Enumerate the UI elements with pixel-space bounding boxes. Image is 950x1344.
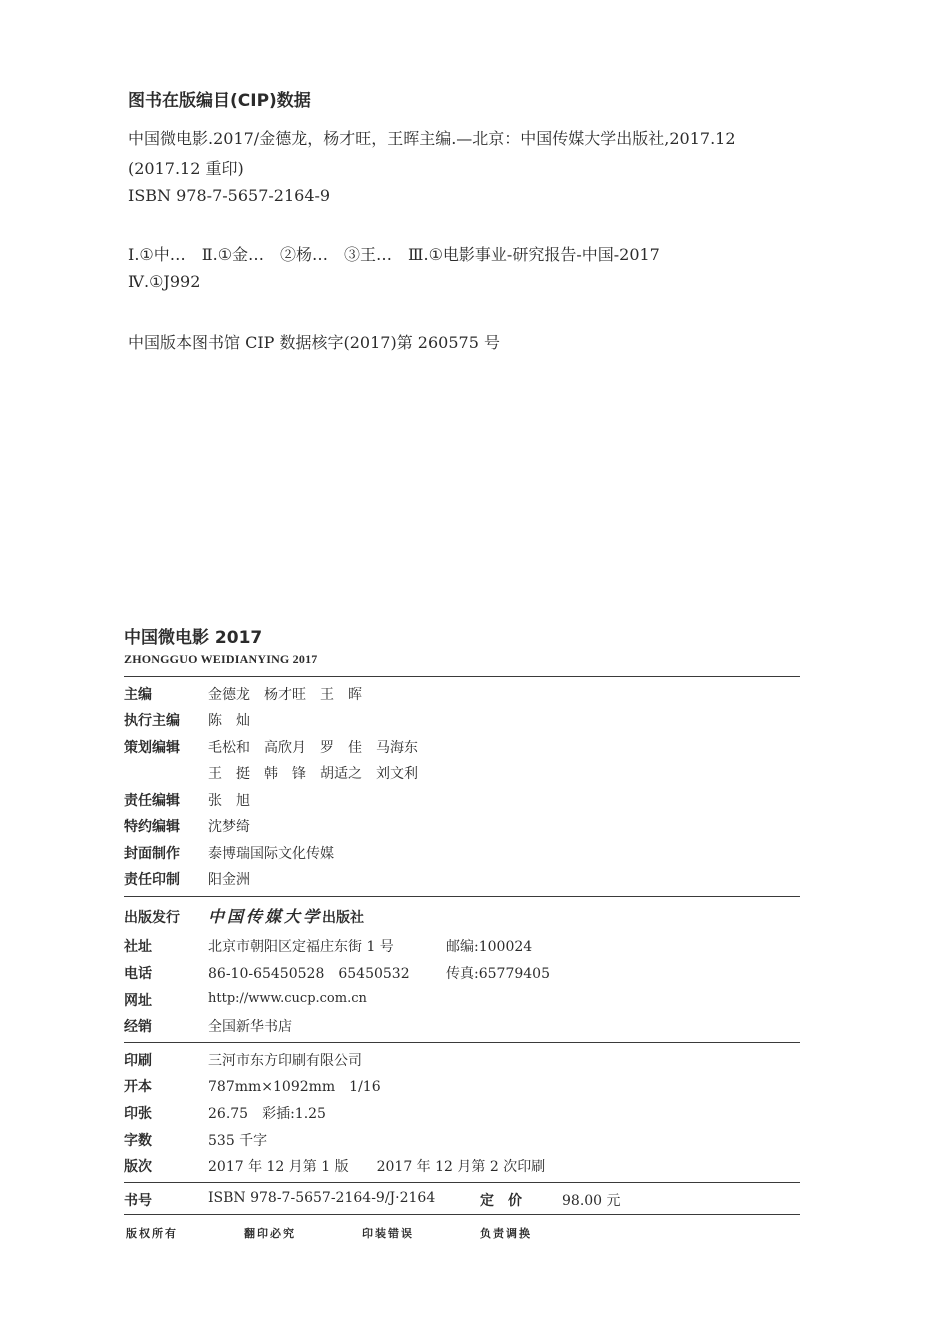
value-address: 北京市朝阳区定福庄东街 1 号	[208, 939, 394, 955]
value-postcode: 邮编:100024	[446, 939, 533, 955]
value-sheets: 26.75 彩插:1.25	[208, 1106, 326, 1122]
value-cover-design: 泰博瑞国际文化传媒	[208, 846, 334, 862]
divider	[124, 1042, 800, 1043]
book-title: 中国微电影 2017	[124, 628, 263, 648]
label-price: 定 价	[480, 1193, 522, 1209]
value-responsible-editor: 张 旭	[208, 793, 250, 809]
publisher-suffix: 出版社	[322, 910, 365, 926]
value-planning-editors-2: 王 挺 韩 锋 胡适之 刘文利	[208, 766, 418, 782]
cip-title: 图书在版编目(CIP)数据	[128, 91, 311, 111]
label-executive-editor: 执行主编	[124, 713, 180, 729]
cip-approval-number: 中国版本图书馆 CIP 数据核字(2017)第 260575 号	[128, 333, 500, 352]
label-responsible-editor: 责任编辑	[124, 793, 180, 809]
cip-line-bibliographic: 中国微电影.2017/金德龙，杨才旺，王晖主编.—北京：中国传媒大学出版社,2017.12	[128, 129, 736, 148]
value-edition: 2017 年 12 月第 1 版 2017 年 12 月第 2 次印刷	[208, 1159, 546, 1175]
label-word-count: 字数	[124, 1133, 152, 1149]
cip-classification-1: Ⅰ.①中… Ⅱ.①金… ②杨… ③王… Ⅲ.①电影事业-研究报告-中国-2017	[128, 245, 660, 264]
value-planning-editors-1: 毛松和 高欣月 罗 佳 马海东	[208, 740, 418, 756]
value-format: 787mm×1092mm 1/16	[208, 1079, 381, 1095]
label-edition: 版次	[124, 1159, 152, 1175]
value-website: http://www.cucp.com.cn	[208, 991, 367, 1006]
label-format: 开本	[124, 1079, 152, 1095]
cip-classification-2: Ⅳ.①J992	[128, 272, 201, 291]
notice-copyright: 版权所有	[126, 1227, 178, 1240]
label-special-editor: 特约编辑	[124, 819, 180, 835]
value-isbn: ISBN 978-7-5657-2164-9/J·2164	[208, 1190, 436, 1206]
value-fax: 传真:65779405	[446, 966, 550, 982]
label-website: 网址	[124, 993, 152, 1009]
value-price: 98.00 元	[562, 1193, 621, 1209]
value-chief-editor: 金德龙 杨才旺 王 晖	[208, 687, 362, 703]
notice-no-reproduction: 翻印必究	[244, 1227, 296, 1240]
value-distributor: 全国新华书店	[208, 1019, 292, 1035]
value-printer: 三河市东方印刷有限公司	[208, 1053, 362, 1069]
value-phone: 86-10-65450528 65450532	[208, 966, 410, 982]
cip-line-isbn: ISBN 978-7-5657-2164-9	[128, 186, 331, 205]
value-word-count: 535 千字	[208, 1133, 268, 1149]
label-distributor: 经销	[124, 1019, 152, 1035]
divider	[124, 896, 800, 897]
book-title-pinyin: ZHONGGUO WEIDIANYING 2017	[124, 652, 318, 666]
divider	[124, 1214, 800, 1215]
label-address: 社址	[124, 939, 152, 955]
value-executive-editor: 陈 灿	[208, 713, 250, 729]
label-planning-editors: 策划编辑	[124, 740, 180, 756]
value-printing-supervisor: 阳金洲	[208, 872, 250, 888]
label-printer: 印刷	[124, 1053, 152, 1069]
publisher-calligraphy: 中国传媒大学	[208, 907, 323, 926]
publisher-logo	[208, 904, 364, 927]
divider	[124, 676, 800, 677]
label-sheets: 印张	[124, 1106, 152, 1122]
label-cover-design: 封面制作	[124, 846, 180, 862]
label-chief-editor: 主编	[124, 687, 152, 703]
divider	[124, 1182, 800, 1183]
notice-exchange: 负责调换	[480, 1227, 532, 1240]
notice-printing-errors: 印装错误	[362, 1227, 414, 1240]
label-phone: 电话	[124, 966, 152, 982]
cip-line-reprint: (2017.12 重印)	[128, 159, 244, 178]
label-printing-supervisor: 责任印制	[124, 872, 180, 888]
label-isbn: 书号	[124, 1193, 152, 1209]
label-publisher: 出版发行	[124, 910, 180, 926]
value-special-editor: 沈梦绮	[208, 819, 250, 835]
